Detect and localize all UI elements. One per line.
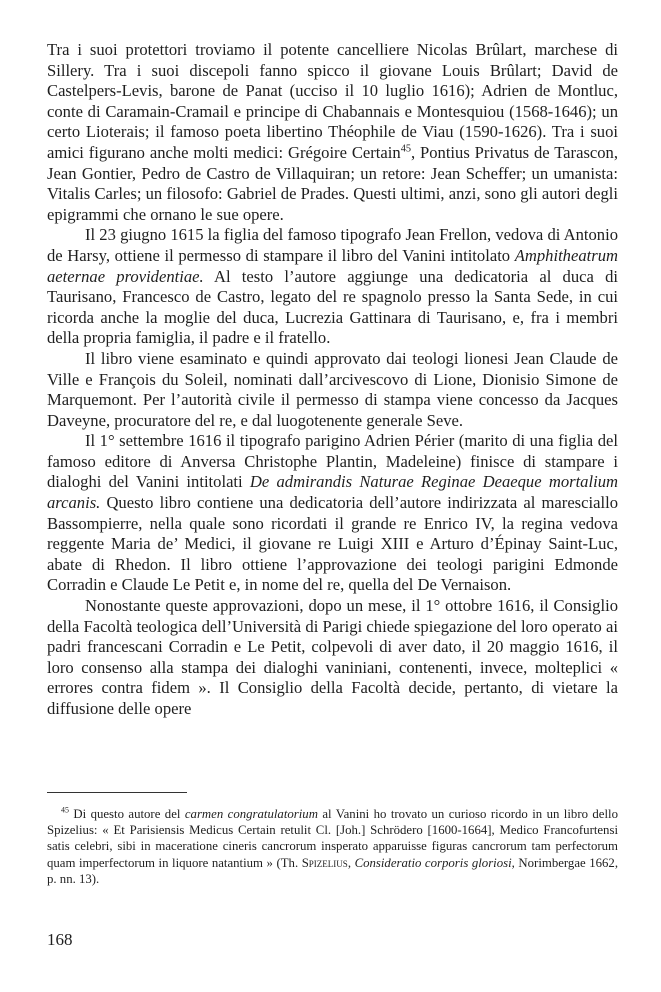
book-title-de-admirandis: De admirandis Naturae Reginae Deaeque mortalium arcanis. [47, 472, 618, 513]
footnote-number: 45 [61, 805, 69, 815]
cited-title: Consideratio corporis gloriosi, [354, 855, 515, 870]
paragraph-protettori: Tra i suoi protettori troviamo il potente cancelliere Nicolas Brûlart, marchese di Sillery. Tra i suoi discepoli fanno spicco il giovane Louis Brûlart; David de Castelpers-Levis, barone de Panat (ucciso il 10 luglio 1616); Adrien de Montluc, conte di Caramain-Cramail e principe di Chabannais e Montesquiou (1568-1646); un certo Lioterais; il famoso poeta libertino Théophile de Viau (1590-1626). Tra i suoi amici figurano anche molti medici: Grégoire Certain$^{45}$, Pontius Privatus de Tarascon, Jean Gontier, Pedro de Castro de Villaquiran; un retore: Jean Scheffer; un umanista: Vitalis Carles; un filosofo: Gabriel de Prades. Questi ultimi, anzi, sono gli autori degli epigrammi che ornano le sue opere. [47, 40, 619, 224]
paragraph-nonostante: Nonostante queste approvazioni, dopo un mese, il 1° ottobre 1616, il Consiglio della Facoltà teologica dell’Università di Parigi chiede spiegazione del loro operato ai padri francescani Corradin e Le Petit, colpevoli di aver dato, il 20 maggio 1616, il loro consenso alla stampa dei dialoghi vaniniani, contenenti, invece, molteplici « errores contra fidem ». Il Consiglio della Facoltà decide, pertanto, di vietare la diffusione delle opere [47, 596, 618, 718]
main-text [47, 40, 618, 720]
book-title-amphitheatrum: Amphitheatrum aeternae providentiae. [47, 245, 618, 286]
footnote-45: $^{45}$ Di questo autore del carmen congratulatorium al Vanini ho trovato un curioso ricordo in un libro dello Spizelius: « Et Parisiensis Medicus Certain retulit Cl. [Joh.] Schrödero [1600-1664], Medico Francofurtensi satis celebri, sibi in maceratione cineris cancrorum insperato apparuisse figuras cancrorum tam perfectorum quam imperfectorum in liquore natantium » (Th. Spizelius, Consideratio corporis gloriosi, Norimbergae 1662, p. nn. 13). [47, 805, 619, 886]
paragraph-amphitheatrum: Il 23 giugno 1615 la figlia del famoso tipografo Jean Frellon, vedova di Antonio de Harsy, ottiene il permesso di stampare il libro del Vanini intitolato Amphitheatrum aeternae providentiae. Al testo l’autore aggiunge una dedicatoria al duca di Taurisano, Francesco de Castro, legato del re spagnolo presso la Santa Sede, in cui ricorda anche la moglie del duca, Lucrezia Gattinara di Taurisano, e, fra i membri della propria famiglia, il padre e il fratello. [47, 225, 618, 348]
page-number: 168 [47, 930, 73, 949]
footnote-divider [47, 792, 187, 793]
cited-author: Spizelius [301, 855, 348, 870]
footnote-ref-45: 45 [400, 143, 411, 155]
paragraph-approvazione: Il libro viene esaminato e quindi approvato dai teologi lionesi Jean Claude de Ville e François du Soleil, nominati dall’arcivescovo di Lione, Dionisio Simone de Marquemont. Per l’autorità civile il permesso di stampa viene concesso da Jacques Daveyne, procuratore del re, e dal luogotenente generale Seve. [47, 348, 618, 430]
paragraph-de-admirandis: Il 1° settembre 1616 il tipografo parigino Adrien Périer (marito di una figlia del famoso editore di Anversa Christophe Plantin, Madeleine) finisce di stampare i dialoghi del Vanini intitolati De admirandis Naturae Reginae Deaeque mortalium arcanis. Questo libro contiene una dedicatoria dell’autore indirizzata al maresciallo Bassompierre, nella quale sono ricordati il grande re Enrico IV, la regina vedova reggente Maria de’ Medici, il giovane re Luigi XIII e Arturo d’Épinay Saint-Luc, abate di Rhedon. Il libro ottiene l’approvazione dei teologi parigini Edmonde Corradin e Claude Le Petit e, in nome del re, quella del De Vernaison. [47, 431, 618, 595]
